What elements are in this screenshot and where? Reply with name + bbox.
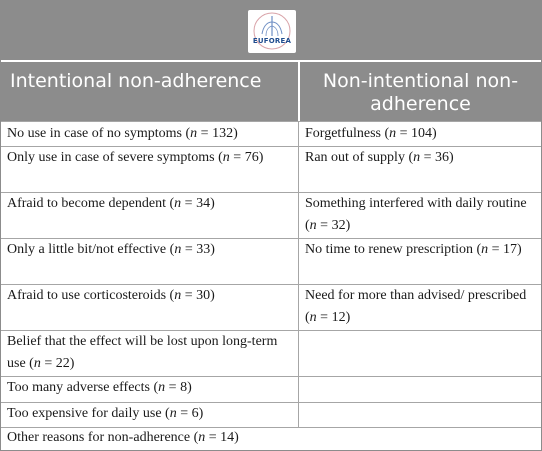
cell-count: 6 xyxy=(191,406,199,421)
n-symbol: n xyxy=(413,150,421,165)
n-symbol: n xyxy=(174,288,182,303)
cell-text: Belief that the effect will be lost upon long-term use xyxy=(7,334,278,371)
cell-count: 17 xyxy=(503,242,518,257)
lungs-icon xyxy=(248,10,296,53)
table-cell-right: No time to renew prescription (n = 17) xyxy=(305,242,522,257)
cell-count: 104 xyxy=(411,126,433,141)
cell-text: Afraid to use corticosteroids xyxy=(7,288,167,303)
table-cell-left: Too many adverse effects (n = 8) xyxy=(7,380,192,395)
header-non-intentional xyxy=(300,62,541,122)
n-symbol: n xyxy=(222,150,230,165)
n-symbol: n xyxy=(481,242,489,257)
table-cell-right xyxy=(299,403,541,427)
header-non-intentional-label: Non-intentional non-adherence xyxy=(322,70,519,115)
table-cell-left: No use in case of no symptoms (n = 132) xyxy=(7,126,238,141)
cell-count: 34 xyxy=(196,196,211,211)
cell-count: 76 xyxy=(244,150,259,165)
n-symbol: n xyxy=(158,380,166,395)
n-symbol: n xyxy=(169,406,177,421)
table-cell-left: Too expensive for daily use (n = 6) xyxy=(7,406,204,421)
table-cell-left: Afraid to become dependent (n = 34) xyxy=(7,196,215,211)
table-cell-right: Ran out of supply (n = 36) xyxy=(305,150,454,165)
cell-text: Only use in case of severe symptoms xyxy=(7,150,215,165)
header-intentional-label: Intentional non-adherence xyxy=(10,70,262,92)
cell-text: Too many adverse effects xyxy=(7,380,150,395)
n-symbol: n xyxy=(309,310,317,325)
table-cell-left: Belief that the effect will be lost upon long-term use (n = 22) xyxy=(7,334,278,371)
header-intentional xyxy=(1,62,298,122)
cell-text: No time to renew prescription xyxy=(305,242,473,257)
n-symbol: n xyxy=(309,218,317,233)
logo-band xyxy=(1,1,541,60)
cell-count: 33 xyxy=(196,242,211,257)
table-cell-right: Something interfered with daily routine (n = 32) xyxy=(305,196,527,233)
euforea-logo xyxy=(248,10,296,53)
cell-count: 132 xyxy=(212,126,234,141)
cell-text: No use in case of no symptoms xyxy=(7,126,182,141)
n-symbol: n xyxy=(389,126,397,141)
cell-count: 30 xyxy=(196,288,211,303)
footer-row: Other reasons for non-adherence (n = 14) xyxy=(7,430,239,445)
cell-text: Ran out of supply xyxy=(305,150,405,165)
footer-count: 14 xyxy=(220,430,235,445)
cell-text: Too expensive for daily use xyxy=(7,406,162,421)
table-cell-right: Need for more than advised/ prescribed (n = 12) xyxy=(305,288,527,325)
n-symbol: n xyxy=(198,430,206,445)
cell-count: 12 xyxy=(331,310,346,325)
n-symbol: n xyxy=(190,126,198,141)
cell-count: 22 xyxy=(55,356,70,371)
footer-text: Other reasons for non-adherence xyxy=(7,430,191,445)
column-divider xyxy=(298,122,299,427)
table-cell-right xyxy=(299,331,541,376)
cell-text: Need for more than advised/ prescribed xyxy=(305,288,527,303)
cell-text: Forgetfulness xyxy=(305,126,381,141)
n-symbol: n xyxy=(33,356,41,371)
cell-count: 8 xyxy=(180,380,188,395)
cell-count: 32 xyxy=(331,218,346,233)
cell-count: 36 xyxy=(435,150,450,165)
cell-text: Afraid to become dependent xyxy=(7,196,166,211)
n-symbol: n xyxy=(174,196,182,211)
n-symbol: n xyxy=(174,242,182,257)
table-cell-right: Forgetfulness (n = 104) xyxy=(305,126,437,141)
header-divider xyxy=(1,121,541,122)
table-cell-left: Afraid to use corticosteroids (n = 30) xyxy=(7,288,215,303)
table-cell-left: Only use in case of severe symptoms (n = 76) xyxy=(7,150,264,165)
table-cell-right xyxy=(299,377,541,402)
cell-text: Something interfered with daily routine xyxy=(305,196,527,211)
logo-wordmark: EUFOREA xyxy=(252,37,292,45)
cell-text: Only a little bit/not effective xyxy=(7,242,167,257)
table-cell-left: Only a little bit/not effective (n = 33) xyxy=(7,242,215,257)
